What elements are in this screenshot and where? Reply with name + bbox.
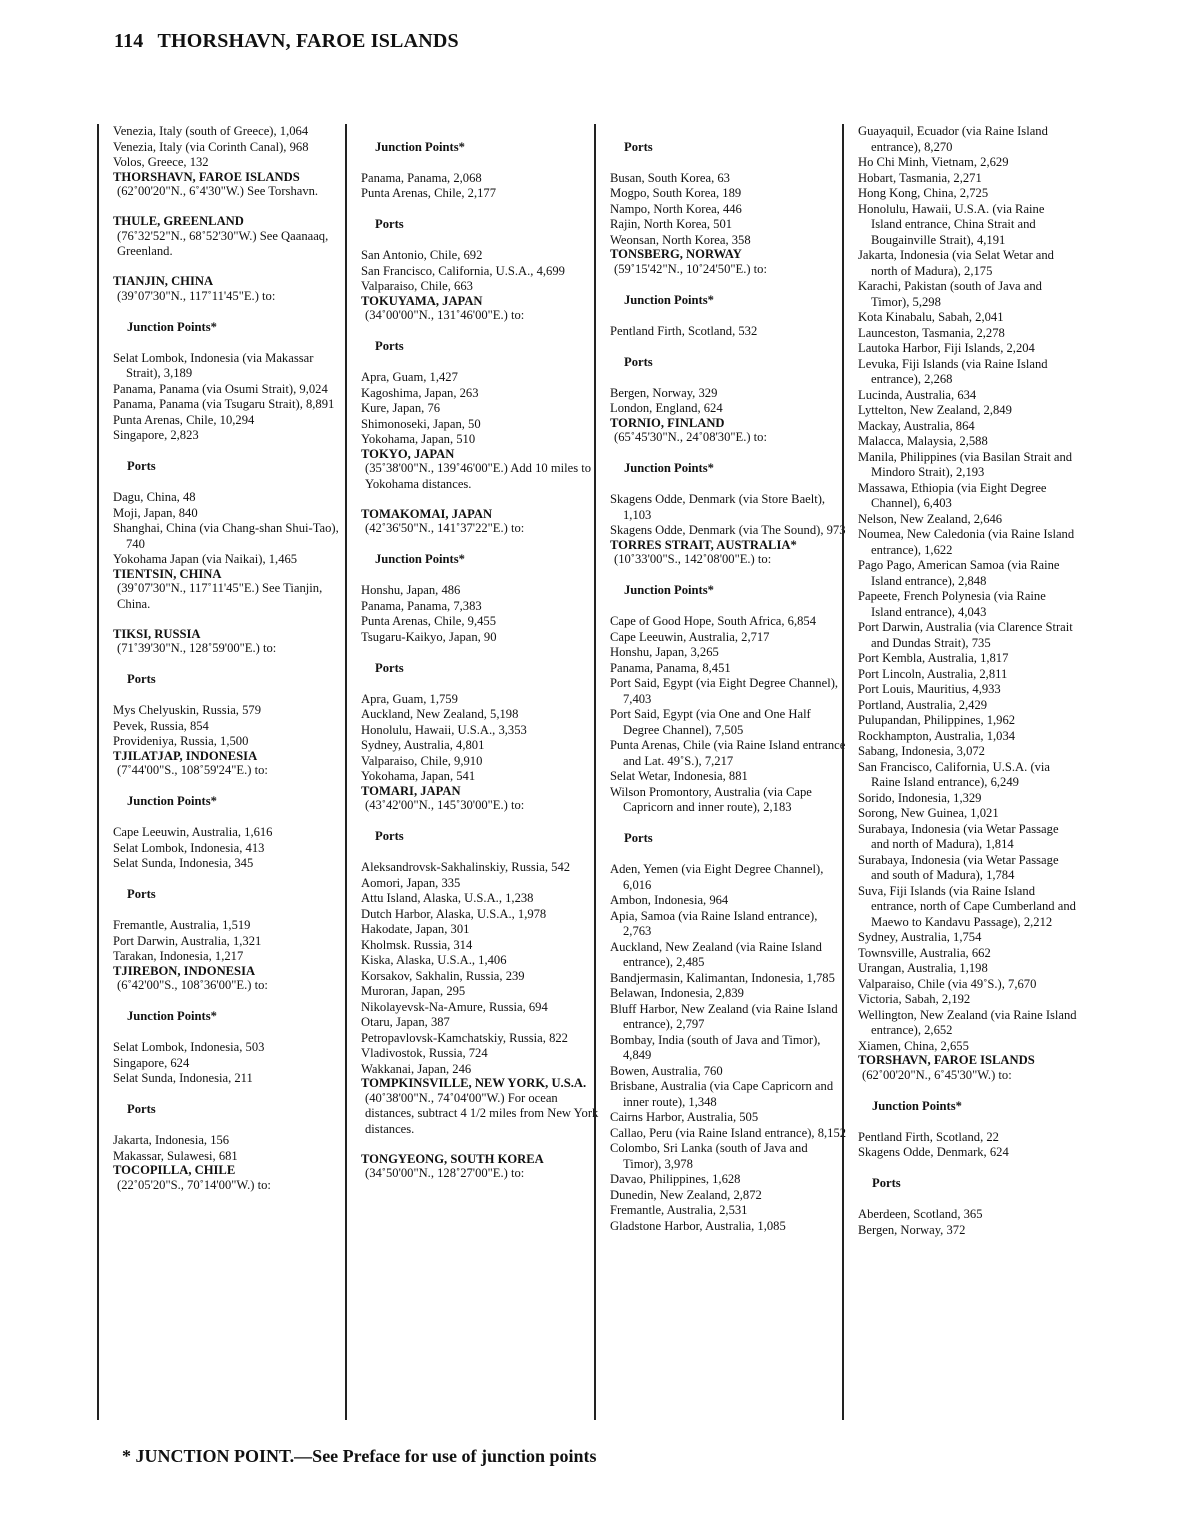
distance-item: Petropavlovsk-Kamchatskiy, Russia, 822	[361, 1030, 568, 1045]
port-entry	[361, 785, 599, 814]
location-heading: TOCOPILLA, CHILE	[113, 1163, 236, 1177]
distance-item: Papeete, French Polynesia (via Raine Island entrance), 4,043	[858, 589, 1046, 619]
column-2	[345, 124, 599, 1420]
distance-item: Nelson, New Zealand, 2,646	[858, 511, 1003, 526]
distance-item: Venezia, Italy (south of Greece), 1,064	[113, 124, 309, 138]
distance-item: Callao, Peru (via Raine Island entrance), 8,152	[610, 1125, 847, 1140]
distance-item: Belawan, Indonesia, 2,839	[610, 986, 744, 1000]
page-number: 114	[114, 30, 144, 52]
distance-item: Singapore, 624	[113, 1055, 190, 1070]
distance-item: Victoria, Sabah, 2,192	[858, 992, 971, 1006]
section-heading: Ports	[624, 831, 653, 845]
distance-item: Selat Lombok, Indonesia, 413	[113, 840, 265, 855]
page-header	[114, 30, 459, 53]
section-heading: Ports	[127, 672, 156, 686]
distance-item: Honolulu, Hawaii, U.S.A., 3,353	[361, 722, 527, 737]
distance-item: Dagu, China, 48	[113, 490, 196, 504]
section-heading: Ports	[375, 339, 404, 353]
location-heading: TONGYEONG, SOUTH KOREA	[361, 1151, 544, 1166]
distance-item: San Antonio, Chile, 692	[361, 248, 483, 262]
location-coordinates: (7˚44'00"S., 108˚59'24"E.) to:	[117, 763, 268, 777]
distance-item: Mogpo, South Korea, 189	[610, 186, 742, 200]
distance-item: Aden, Yemen (via Eight Degree Channel), 6,016	[610, 862, 824, 892]
section-heading: Junction Points*	[624, 583, 714, 597]
distance-item: Busan, South Korea, 63	[610, 170, 730, 185]
distance-item: Lyttelton, New Zealand, 2,849	[858, 403, 1012, 417]
distance-item: Apra, Guam, 1,427	[361, 370, 458, 384]
column-4	[842, 124, 1078, 1420]
distance-item: Panama, Panama, 2,068	[361, 170, 482, 185]
column-3	[594, 124, 848, 1420]
distance-item: Hong Kong, China, 2,725	[858, 186, 989, 200]
location-heading: TIKSI, RUSSIA	[113, 626, 201, 641]
distance-item: Hakodate, Japan, 301	[361, 922, 470, 936]
section-heading: Ports	[375, 217, 404, 231]
distance-item: Bandjermasin, Kalimantan, Indonesia, 1,785	[610, 970, 835, 985]
port-entry	[610, 248, 848, 277]
location-heading: TOMAKOMAI, JAPAN	[361, 506, 493, 521]
distance-item: Urangan, Australia, 1,198	[858, 961, 988, 975]
distance-item: Volos, Greece, 132	[113, 155, 209, 169]
distance-item: Launceston, Tasmania, 2,278	[858, 325, 1005, 340]
distance-item: Panama, Panama (via Tsugaru Strait), 8,891	[113, 397, 335, 411]
section-heading: Junction Points*	[375, 552, 465, 566]
section-heading: Junction Points*	[127, 794, 217, 808]
port-entry	[113, 171, 351, 200]
distance-item: Tarakan, Indonesia, 1,217	[113, 949, 244, 963]
section-heading: Ports	[127, 459, 156, 473]
location-heading: TOKYO, JAPAN	[361, 446, 455, 461]
distance-item: Port Said, Egypt (via Eight Degree Channel), 7,403	[610, 676, 839, 706]
footnote: * JUNCTION POINT.—See Preface for use of junction points	[122, 1446, 597, 1466]
port-entry	[610, 417, 848, 446]
section-heading: Junction Points*	[127, 319, 217, 334]
location-coordinates: (43˚42'00"N., 145˚30'00"E.) to:	[365, 798, 525, 812]
port-entry	[361, 508, 599, 537]
distance-item: Hobart, Tasmania, 2,271	[858, 170, 982, 185]
distance-item: Selat Sunda, Indonesia, 211	[113, 1071, 253, 1085]
location-coordinates: (34˚00'00"N., 131˚46'00"E.) to:	[365, 308, 525, 322]
section-heading: Ports	[375, 829, 404, 843]
port-entry	[113, 275, 351, 304]
distance-item: Sorong, New Guinea, 1,021	[858, 806, 999, 820]
distance-item: Lautoka Harbor, Fiji Islands, 2,204	[858, 341, 1035, 355]
section-heading: Junction Points*	[127, 1009, 217, 1023]
distance-item: Wakkanai, Japan, 246	[361, 1061, 472, 1076]
port-entry	[858, 1054, 1078, 1083]
distance-item: Shimonoseki, Japan, 50	[361, 416, 481, 431]
distance-item: Pevek, Russia, 854	[113, 718, 209, 733]
section-heading: Junction Points*	[624, 292, 714, 307]
location-coordinates: (6˚42'00"S., 108˚36'00"E.) to:	[117, 978, 268, 992]
distance-item: Muroran, Japan, 295	[361, 984, 466, 998]
page-title: THORSHAVN, FAROE ISLANDS	[157, 30, 459, 52]
section-heading: Ports	[624, 139, 653, 154]
distance-item: Sabang, Indonesia, 3,072	[858, 744, 985, 758]
distance-item: Dunedin, New Zealand, 2,872	[610, 1187, 762, 1202]
location-heading: TIENTSIN, CHINA	[113, 566, 222, 581]
distance-item: Selat Lombok, Indonesia, 503	[113, 1040, 265, 1054]
section-heading: Ports	[127, 887, 156, 901]
distance-item: Honolulu, Hawaii, U.S.A. (via Raine Island entrance, China Strait and Bougainville Strait), 4,191	[858, 201, 1045, 247]
distance-item: Massawa, Ethiopia (via Eight Degree Channel), 6,403	[858, 480, 1047, 510]
distance-item: Pentland Firth, Scotland, 22	[858, 1129, 999, 1144]
distance-item: Kagoshima, Japan, 263	[361, 385, 479, 400]
distance-item: Valparaiso, Chile, 9,910	[361, 753, 483, 768]
distance-item: Port Darwin, Australia, 1,321	[113, 933, 262, 948]
distance-item: Guayaquil, Ecuador (via Raine Island entrance), 8,270	[858, 124, 1048, 154]
distance-item: Surabaya, Indonesia (via Wetar Passage and south of Madura), 1,784	[858, 852, 1059, 882]
distance-item: Levuka, Fiji Islands (via Raine Island entrance), 2,268	[858, 356, 1048, 386]
distance-item: Sydney, Australia, 4,801	[361, 738, 485, 752]
location-heading: TONSBERG, NORWAY	[610, 247, 742, 261]
section-heading: Ports	[872, 1176, 901, 1190]
distance-item: Davao, Philippines, 1,628	[610, 1172, 741, 1186]
port-entry	[113, 750, 351, 779]
distance-item: Valparaiso, Chile, 663	[361, 279, 473, 293]
distance-item: Provideniya, Russia, 1,500	[113, 734, 249, 748]
port-entry	[113, 215, 351, 260]
location-coordinates: (62˚00'20"N., 6˚4'30"W.) See Torshavn.	[117, 184, 319, 198]
distance-item: Wellington, New Zealand (via Raine Island entrance), 2,652	[858, 1007, 1077, 1037]
distance-item: Bergen, Norway, 372	[858, 1222, 966, 1237]
distance-item: Bombay, India (south of Java and Timor), 4,849	[610, 1032, 821, 1062]
location-coordinates: (22˚05'20"S., 70˚14'00"W.) to:	[117, 1177, 271, 1192]
distance-item: Shanghai, China (via Chang-shan Shui-Tao), 740	[113, 521, 339, 551]
distance-item: Yokohama, Japan, 541	[361, 769, 476, 783]
port-entry	[113, 1164, 351, 1193]
distance-item: London, England, 624	[610, 401, 723, 415]
location-heading: TIANJIN, CHINA	[113, 274, 214, 288]
section-heading: Ports	[624, 354, 653, 369]
distance-item: Fremantle, Australia, 2,531	[610, 1203, 748, 1217]
distance-item: Valparaiso, Chile (via 49˚S.), 7,670	[858, 976, 1037, 991]
distance-item: Portland, Australia, 2,429	[858, 697, 988, 712]
distance-item: Port Said, Egypt (via One and One Half Degree Channel), 7,505	[610, 707, 811, 737]
distance-item: Selat Lombok, Indonesia (via Makassar Strait), 3,189	[113, 350, 314, 380]
section-heading: Ports	[375, 660, 404, 675]
distance-item: Colombo, Sri Lanka (south of Java and Timor), 3,978	[610, 1141, 808, 1171]
section-heading: Junction Points*	[375, 139, 465, 154]
distance-item: Noumea, New Caledonia (via Raine Island entrance), 1,622	[858, 527, 1075, 557]
distance-item: Yokohama, Japan, 510	[361, 432, 476, 446]
distance-item: Honshu, Japan, 3,265	[610, 645, 719, 659]
distance-item: Port Kembla, Australia, 1,817	[858, 651, 1009, 665]
location-heading: TORRES STRAIT, AUSTRALIA*	[610, 537, 797, 552]
distance-item: Lucinda, Australia, 634	[858, 387, 977, 402]
port-entry	[361, 1153, 599, 1182]
location-heading: TORSHAVN, FAROE ISLANDS	[858, 1053, 1035, 1067]
location-heading: THULE, GREENLAND	[113, 214, 244, 228]
distance-item: Venezia, Italy (via Corinth Canal), 968	[113, 139, 309, 154]
distance-item: Cape Leeuwin, Australia, 1,616	[113, 825, 273, 839]
location-coordinates: (39˚07'30"N., 117˚11'45"E.) to:	[117, 288, 276, 303]
distance-item: Weonsan, North Korea, 358	[610, 232, 751, 247]
distance-item: Bergen, Norway, 329	[610, 385, 718, 400]
distance-item: Punta Arenas, Chile (via Raine Island entrance and Lat. 49˚S.), 7,217	[610, 738, 846, 768]
distance-item: Honshu, Japan, 486	[361, 583, 461, 597]
distance-item: Skagens Odde, Denmark, 624	[858, 1145, 1009, 1159]
location-coordinates: (62˚00'20"N., 6˚45'30"W.) to:	[862, 1067, 1012, 1082]
location-coordinates: (39˚07'30"N., 117˚11'45"E.) See Tianjin, China.	[117, 581, 323, 611]
distance-item: Bluff Harbor, New Zealand (via Raine Island entrance), 2,797	[610, 1001, 838, 1031]
distance-item: Punta Arenas, Chile, 9,455	[361, 614, 497, 628]
location-coordinates: (40˚38'00"N., 74˚04'00"W.) For ocean distances, subtract 4 1/2 miles from New York distances.	[365, 1090, 599, 1136]
distance-item: Nikolayevsk-Na-Amure, Russia, 694	[361, 999, 548, 1014]
location-coordinates: (59˚15'42"N., 10˚24'50"E.) to:	[614, 261, 767, 276]
distance-item: Ho Chi Minh, Vietnam, 2,629	[858, 155, 1009, 169]
port-entry	[361, 448, 599, 493]
distance-item: Cairns Harbor, Australia, 505	[610, 1110, 759, 1124]
distance-item: Jakarta, Indonesia, 156	[113, 1133, 230, 1147]
distance-item: Nampo, North Korea, 446	[610, 201, 742, 216]
distance-item: Otaru, Japan, 387	[361, 1015, 450, 1029]
section-heading: Junction Points*	[872, 1098, 962, 1113]
distance-item: Rockhampton, Australia, 1,034	[858, 728, 1016, 743]
location-coordinates: (34˚50'00"N., 128˚27'00"E.) to:	[365, 1166, 525, 1180]
distance-item: Yokohama Japan (via Naikai), 1,465	[113, 552, 298, 566]
distance-item: Korsakov, Sakhalin, Russia, 239	[361, 968, 525, 983]
distance-item: Sydney, Australia, 1,754	[858, 930, 982, 944]
port-entry	[113, 628, 351, 657]
distance-item: Dutch Harbor, Alaska, U.S.A., 1,978	[361, 906, 547, 921]
distance-item: Rajin, North Korea, 501	[610, 217, 733, 231]
distance-item: Makassar, Sulawesi, 681	[113, 1148, 238, 1163]
location-coordinates: (35˚38'00"N., 139˚46'00"E.) Add 10 miles to Yokohama distances.	[365, 461, 592, 491]
distance-item: Port Louis, Mauritius, 4,933	[858, 682, 1001, 696]
distance-item: Punta Arenas, Chile, 10,294	[113, 412, 255, 427]
distance-item: Selat Wetar, Indonesia, 881	[610, 769, 748, 783]
distance-item: Port Lincoln, Australia, 2,811	[858, 666, 1008, 681]
distance-item: Auckland, New Zealand, 5,198	[361, 707, 519, 721]
distance-item: Karachi, Pakistan (south of Java and Timor), 5,298	[858, 279, 1042, 309]
location-coordinates: (42˚36'50"N., 141˚37'22"E.) to:	[365, 521, 525, 535]
distance-item: Selat Sunda, Indonesia, 345	[113, 856, 254, 870]
port-entry	[610, 539, 848, 568]
distance-item: Aomori, Japan, 335	[361, 875, 461, 890]
distance-item: Ambon, Indonesia, 964	[610, 893, 729, 907]
location-coordinates: (10˚33'00"S., 142˚08'00"E.) to:	[614, 552, 772, 566]
column-1	[97, 124, 351, 1420]
distance-item: Apra, Guam, 1,759	[361, 691, 458, 706]
distance-item: Suva, Fiji Islands (via Raine Island entrance, north of Cape Cumberland and Maewo to Kandavu Passage), 2,212	[858, 883, 1076, 929]
distance-item: Kholmsk. Russia, 314	[361, 937, 473, 952]
distance-item: Moji, Japan, 840	[113, 505, 198, 520]
distance-item: Skagens Odde, Denmark (via The Sound), 973	[610, 523, 846, 537]
location-heading: TOMARI, JAPAN	[361, 783, 461, 798]
distance-item: Tsugaru-Kaikyo, Japan, 90	[361, 629, 497, 644]
port-entry	[361, 1077, 599, 1137]
section-heading: Junction Points*	[624, 461, 714, 475]
location-heading: TJIREBON, INDONESIA	[113, 963, 256, 978]
location-coordinates: (76˚32'52"N., 68˚52'30"W.) See Qaanaaq, Greenland.	[117, 228, 329, 258]
distance-item: Attu Island, Alaska, U.S.A., 1,238	[361, 891, 534, 905]
distance-item: Kure, Japan, 76	[361, 401, 441, 415]
distance-item: Sorido, Indonesia, 1,329	[858, 790, 982, 805]
port-entry	[113, 965, 351, 994]
location-heading: TJILATJAP, INDONESIA	[113, 748, 258, 763]
distance-item: San Francisco, California, U.S.A. (via Raine Island entrance), 6,249	[858, 759, 1051, 789]
distance-item: Xiamen, China, 2,655	[858, 1038, 969, 1053]
distance-item: Mackay, Australia, 864	[858, 418, 975, 433]
distance-item: Aberdeen, Scotland, 365	[858, 1207, 983, 1221]
distance-item: Punta Arenas, Chile, 2,177	[361, 186, 497, 200]
distance-item: Pentland Firth, Scotland, 532	[610, 323, 758, 338]
distance-item: Cape Leeuwin, Australia, 2,717	[610, 629, 770, 644]
distance-item: Kota Kinabalu, Sabah, 2,041	[858, 310, 1004, 324]
port-entry	[113, 568, 351, 613]
location-heading: TORNIO, FINLAND	[610, 415, 725, 430]
distance-item: Brisbane, Australia (via Cape Capricorn and inner route), 1,348	[610, 1079, 834, 1109]
distance-item: Surabaya, Indonesia (via Wetar Passage and north of Madura), 1,814	[858, 821, 1059, 851]
distance-item: Malacca, Malaysia, 2,588	[858, 434, 988, 448]
distance-item: Jakarta, Indonesia (via Selat Wetar and north of Madura), 2,175	[858, 248, 1054, 278]
distance-item: Pago Pago, American Samoa (via Raine Island entrance), 2,848	[858, 558, 1060, 588]
distance-item: San Francisco, California, U.S.A., 4,699	[361, 263, 565, 278]
distance-item: Panama, Panama, 8,451	[610, 660, 731, 675]
distance-item: Singapore, 2,823	[113, 428, 199, 442]
distance-item: Panama, Panama, 7,383	[361, 598, 482, 613]
location-heading: TOMPKINSVILLE, NEW YORK, U.S.A.	[361, 1076, 587, 1090]
distance-item: Aleksandrovsk-Sakhalinskiy, Russia, 542	[361, 860, 571, 874]
distance-item: Gladstone Harbor, Australia, 1,085	[610, 1218, 786, 1233]
port-entry	[361, 295, 599, 324]
location-coordinates: (65˚45'30"N., 24˚08'30"E.) to:	[614, 430, 767, 444]
location-coordinates: (71˚39'30"N., 128˚59'00"E.) to:	[117, 641, 277, 655]
location-heading: TOKUYAMA, JAPAN	[361, 293, 483, 308]
distance-item: Wilson Promontory, Australia (via Cape Capricorn and inner route), 2,183	[610, 784, 812, 814]
distance-item: Cape of Good Hope, South Africa, 6,854	[610, 614, 817, 628]
distance-item: Skagens Odde, Denmark (via Store Baelt), 1,103	[610, 492, 826, 522]
distance-item: Panama, Panama (via Osumi Strait), 9,024	[113, 381, 328, 396]
distance-item: Auckland, New Zealand (via Raine Island entrance), 2,485	[610, 939, 822, 969]
distance-item: Pulupandan, Philippines, 1,962	[858, 713, 1016, 727]
section-heading: Ports	[127, 1102, 156, 1116]
distance-item: Port Darwin, Australia (via Clarence Strait and Dundas Strait), 735	[858, 620, 1073, 650]
distance-item: Bowen, Australia, 760	[610, 1063, 723, 1078]
distance-item: Apia, Samoa (via Raine Island entrance), 2,763	[610, 908, 818, 938]
distance-item: Townsville, Australia, 662	[858, 945, 991, 960]
location-heading: THORSHAVN, FAROE ISLANDS	[113, 169, 300, 184]
distance-item: Mys Chelyuskin, Russia, 579	[113, 703, 261, 717]
distance-item: Manila, Philippines (via Basilan Strait and Mindoro Strait), 2,193	[858, 449, 1073, 479]
distance-item: Kiska, Alaska, U.S.A., 1,406	[361, 953, 507, 967]
distance-item: Fremantle, Australia, 1,519	[113, 918, 251, 932]
distance-item: Vladivostok, Russia, 724	[361, 1046, 488, 1060]
